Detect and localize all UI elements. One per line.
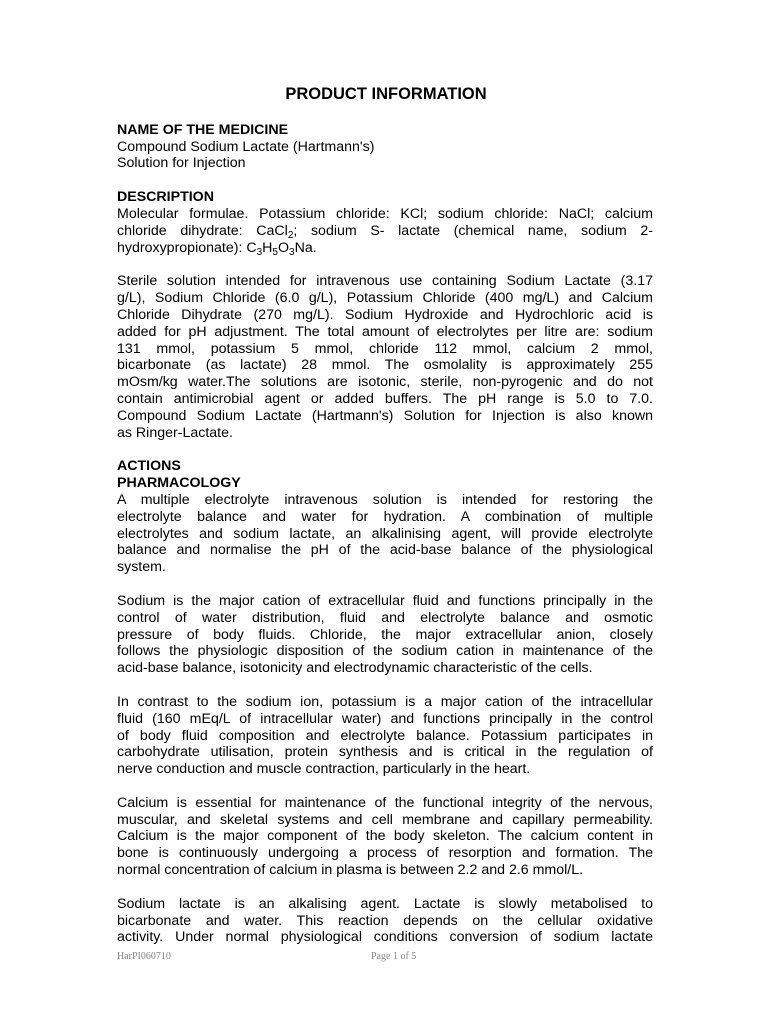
sodium-paragraph [117,593,653,677]
page-footer [117,951,653,965]
text-run: O [277,239,290,256]
paragraph-line: system. [117,559,166,576]
paragraph-line: bone is continuously undergoing a process of resorption and formation. The [117,845,653,862]
subscript: 2 [287,229,294,241]
page-title: PRODUCT INFORMATION [285,85,487,103]
name-heading: NAME OF THE MEDICINE [117,121,289,138]
text-run: chloride dihydrate: CaCl [117,222,288,239]
paragraph-line: Sodium is the major cation of extracellular fluid and functions principally in the [117,592,653,609]
text-run: Na. [294,239,317,256]
document-body [117,86,653,963]
page-number: Page 1 of 5 [371,951,417,962]
paragraph-line: of body fluid composition and electrolyte balance. Potassium participates in [117,727,653,744]
paragraph-line: electrolyte balance and water for hydration. A combination of multiple [117,508,653,525]
paragraph-line: In contrast to the sodium ion, potassium is a major cation of the intracellular [117,693,653,710]
subscript: 3 [256,246,263,258]
subscript: 5 [272,246,278,258]
name-section [117,122,653,172]
text-run: ; sodium S- lactate (chemical name, sodium 2- [293,222,653,239]
paragraph-line: Chloride Dihydrate (270 mg/L). Sodium Hydroxide and Hydrochloric acid is [117,306,653,323]
paragraph-line: normal concentration of calcium in plasma is between 2.2 and 2.6 mmol/L. [117,862,584,879]
name-line: Solution for Injection [117,155,246,172]
paragraph-line: 131 mmol, potassium 5 mmol, chloride 112 mmol, calcium 2 mmol, [117,340,653,357]
paragraph-line: carbohydrate utilisation, protein synthesis and is critical in the regulation of [117,744,653,761]
paragraph-line: control of water distribution, fluid and electrolyte balance and osmotic [117,609,653,626]
document-code: HarPI060710 [117,951,171,962]
description-line [117,223,653,240]
name-line: Compound Sodium Lactate (Hartmann's) [117,138,375,155]
subscript: 3 [289,246,295,258]
paragraph-line: as Ringer-Lactate. [117,424,233,441]
paragraph-line: mOsm/kg water.The solutions are isotonic, sterile, non-pyrogenic and do not [117,374,653,391]
text-run: hydroxypropionate): C [117,239,257,256]
description-paragraph-2 [117,273,653,441]
paragraph-line: Sterile solution intended for intravenous use containing Sodium Lactate (3.17 [117,273,653,290]
paragraph-line: electrolytes and sodium lactate, an alkalinising agent, will provide electrolyte [117,525,653,542]
text-run: H [262,239,273,256]
pharmacology-heading: PHARMACOLOGY [117,475,241,492]
paragraph-line: added for pH adjustment. The total amount of electrolytes per litre are: sodium [117,323,653,340]
paragraph-line: Calcium is essential for maintenance of the functional integrity of the nervous, [117,794,653,811]
paragraph-line: contain antimicrobial agent or added buffers. The pH range is 5.0 to 7.0. [117,390,653,407]
paragraph-line: Compound Sodium Lactate (Hartmann's) Solution for Injection is also known [117,407,653,424]
paragraph-line: pressure of body fluids. Chloride, the major extracellular anion, closely [117,626,653,643]
description-line: Molecular formulae. Potassium chloride: KCl; sodium chloride: NaCl; calcium [117,205,653,222]
sodium-lactate-paragraph [117,896,653,946]
paragraph-line: activity. Under normal physiological conditions conversion of sodium lactate [117,929,653,946]
paragraph-line: bicarbonate (as lactate) 28 mmol. The osmolality is approximately 255 [117,357,653,374]
paragraph-line: balance and normalise the pH of the acid-base balance of the physiological [117,542,653,559]
paragraph-line: fluid (160 mEq/L of intracellular water) and functions principally in the control [117,710,653,727]
paragraph-line: Calcium is the major component of the body skeleton. The calcium content in [117,828,653,845]
paragraph-line: follows the physiologic disposition of the sodium cation in maintenance of the [117,643,653,660]
actions-section [117,458,653,576]
description-heading: DESCRIPTION [117,189,214,206]
paragraph-line: A multiple electrolyte intravenous solution is intended for restoring the [117,491,653,508]
paragraph-line: nerve conduction and muscle contraction, particularly in the heart. [117,761,531,778]
description-line [117,240,653,257]
paragraph-line: bicarbonate and water. This reaction depends on the cellular oxidative [117,912,653,929]
paragraph-line: muscular, and skeletal systems and cell membrane and capillary permeability. [117,811,653,828]
calcium-paragraph [117,795,653,879]
actions-heading: ACTIONS [117,458,181,475]
paragraph-line: g/L), Sodium Chloride (6.0 g/L), Potassium Chloride (400 mg/L) and Calcium [117,290,653,307]
paragraph-line: acid-base balance, isotonicity and electrodynamic characteristic of the cells. [117,660,593,677]
description-section [117,189,653,256]
potassium-paragraph [117,694,653,778]
paragraph-line: Sodium lactate is an alkalising agent. Lactate is slowly metabolised to [117,895,653,912]
